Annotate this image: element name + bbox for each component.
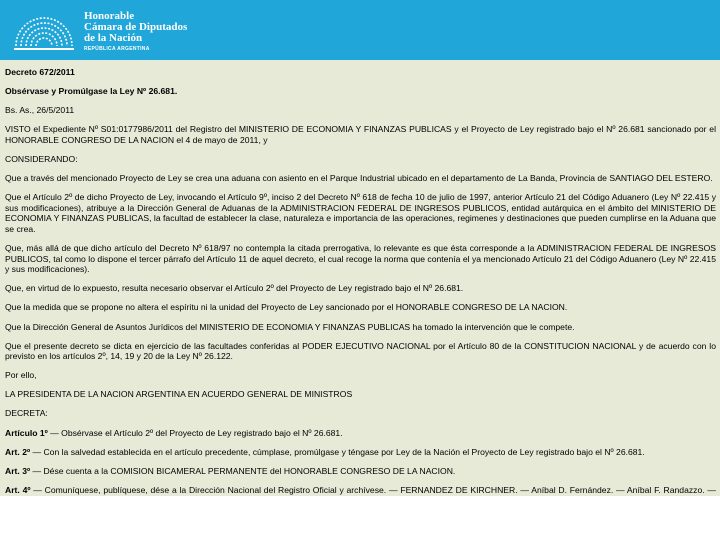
decreta-heading: DECRETA:	[5, 408, 48, 419]
header-line-3: de la Nación	[84, 32, 143, 44]
decree-date: Bs. As., 26/5/2011	[5, 105, 75, 116]
considerando-paragraph-3: Que, más allá de que dicho artículo del Decreto Nº 618/97 no contempla la citada prerrogativa, lo relevante es que ésta corresponde a la ADMINISTRACION FEDERAL DE INGRESOS PUBLICOS, tal como lo dispone el tercer párrafo del Artículo 11 de aquel decreto, el cual recoge la norma que contenía el ya mencionado Artículo 21 del Código Aduanero (Ley Nº 22.415 y sus modificaciones).	[5, 243, 716, 275]
header-line-1: Honorable	[84, 10, 135, 22]
article-3-label: Art. 3º	[5, 465, 31, 476]
article-1-text: — Obsérvase el Artículo 2º del Proyecto de Ley registrado bajo el Nº 26.681.	[47, 427, 343, 438]
considerando-heading: CONSIDERANDO:	[5, 153, 78, 164]
article-3-text: — Dése cuenta a la COMISION BICAMERAL PERMANENTE del HONORABLE CONGRESO DE LA NACION.	[30, 465, 456, 476]
congress-dome-icon	[10, 6, 78, 56]
article-2	[5, 447, 716, 458]
article-3	[5, 466, 716, 477]
visto-paragraph: VISTO el Expediente Nº S01:0177986/2011 del Registro del MINISTERIO DE ECONOMIA Y FINANZAS PUBLICAS y el Proyecto de Ley registrado bajo el Nº 26.681 sancionado por el HONORABLE CONGRESO DE LA NACION el 4 de mayo de 2011, y	[5, 124, 716, 145]
article-1	[5, 428, 716, 439]
article-4-label: Art. 4º	[5, 484, 31, 495]
article-2-text: — Con la salvedad establecida en el artículo precedente, cúmplase, promúlgase y téngase por Ley de la Nación el Proyecto de Ley registrado bajo el Nº 26.681.	[30, 446, 645, 457]
article-4-text: — Comuníquese, publíquese, dése a la Dirección Nacional del Registro Oficial y archívese. — FERNANDEZ DE KIRCHNER. — Aníbal D. Fernández. — Aníbal F. Randazzo. —	[33, 484, 716, 495]
footer-space	[0, 496, 720, 540]
header-banner	[0, 0, 720, 60]
header-title	[84, 11, 187, 52]
por-ello: Por ello,	[5, 370, 37, 381]
presidenta-line: LA PRESIDENTA DE LA NACION ARGENTINA EN ACUERDO GENERAL DE MINISTROS	[5, 389, 353, 400]
article-2-label: Art. 2º	[5, 446, 31, 457]
article-1-label: Artículo 1º	[5, 427, 48, 438]
decree-document	[0, 60, 720, 496]
header-line-4: REPÚBLICA ARGENTINA	[84, 46, 150, 52]
considerando-paragraph-2: Que el Artículo 2º de dicho Proyecto de Ley, invocando el Artículo 9º, inciso 2 del Decreto Nº 618 de fecha 10 de julio de 1997, anterior Artículo 21 del Código Aduanero (Ley Nº 22.415 y sus modificaciones), atribuye a la Dirección General de Aduanas de la ADMINISTRACION FEDERAL DE INGRESOS PUBLICOS, entidad autárquica en el ámbito del MINISTERIO DE ECONOMIA Y FINANZAS PUBLICAS, la facultad de establecer la clase, naturaleza e importancia de las operaciones, regimenes y destinaciones que pueden cumplirse en la Aduana que se crea.	[5, 192, 716, 234]
considerando-paragraph-4: Que, en virtud de lo expuesto, resulta necesario observar el Artículo 2º del Proyecto de Ley registrado bajo el Nº 26.681.	[5, 283, 464, 294]
considerando-paragraph-6: Que la Dirección General de Asuntos Jurídicos del MINISTERIO DE ECONOMIA Y FINANZAS PUBLICAS ha tomado la intervención que le compete.	[5, 321, 575, 332]
considerando-paragraph-1: Que a través del mencionado Proyecto de Ley se crea una aduana con asiento en el Parque Industrial ubicado en el departamento de La Banda, Provincia de SANTIAGO DEL ESTERO.	[5, 173, 713, 184]
considerando-paragraph-7: Que el presente decreto se dicta en ejercicio de las facultades conferidas al PODER EJECUTIVO NACIONAL por el Artículo 80 de la CONSTITUCION NACIONAL y de acuerdo con lo previsto en los artículos 2º, 14, 19 y 20 de la Ley Nº 26.122.	[5, 340, 716, 362]
decree-subtitle: Obsérvase y Promúlgase la Ley Nº 26.681.	[5, 86, 178, 97]
decree-title: Decreto 672/2011	[5, 67, 75, 77]
considerando-paragraph-5: Que la medida que se propone no altera el espíritu ni la unidad del Proyecto de Ley sancionado por el HONORABLE CONGRESO DE LA NACION.	[5, 302, 568, 313]
header-line-2: Cámara de Diputados	[84, 21, 188, 33]
